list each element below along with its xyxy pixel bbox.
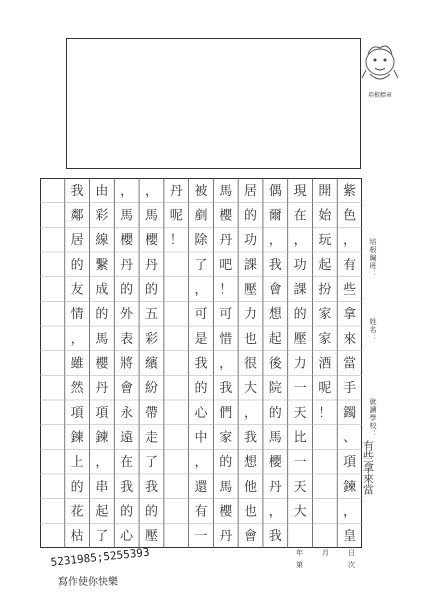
essay-character: 然 (70, 381, 84, 397)
essay-character: 想 (244, 455, 258, 471)
essay-character: 心 (120, 529, 134, 545)
essay-character: 了 (144, 455, 158, 471)
essay-character: 彩 (144, 331, 158, 347)
year-label: 年 (296, 549, 303, 557)
essay-character: 我 (120, 479, 134, 495)
essay-character: 中 (194, 430, 208, 446)
essay-character: 扮 (318, 282, 332, 298)
essay-character: 將 (120, 356, 134, 372)
essay-character: 手 (343, 381, 357, 397)
essay-character: 的 (70, 257, 84, 273)
essay-character: 櫻 (268, 455, 282, 471)
essay-character: 居 (70, 233, 84, 249)
day-label: 日 (348, 549, 355, 557)
essay-character: 的 (70, 479, 84, 495)
essay-character: 呢 (169, 208, 183, 224)
essay-character: 的 (219, 455, 233, 471)
essay-character: ， (70, 331, 84, 347)
essay-character: 花 (70, 504, 84, 520)
essay-character: 由 (95, 183, 109, 199)
essay-character: ， (244, 405, 258, 421)
essay-character: 的 (293, 307, 307, 323)
essay-character: ， (219, 356, 233, 372)
essay-character: 丹 (144, 257, 158, 273)
essay-character: 被 (194, 183, 208, 199)
class-label: 培根編班： (369, 238, 377, 278)
essay-character: 天 (293, 479, 307, 495)
essay-character: 力 (293, 356, 307, 372)
essay-character: 除 (194, 233, 208, 249)
essay-character: 丹 (219, 233, 233, 249)
essay-character: 酒 (318, 356, 332, 372)
essay-character: 可 (219, 307, 233, 323)
essay-character: 想 (268, 307, 282, 323)
essay-character: 些 (343, 282, 357, 298)
essay-character: 起 (95, 504, 109, 520)
essay-character: 現 (293, 183, 307, 199)
essay-character: 來 (343, 331, 357, 347)
essay-character: 的 (144, 504, 158, 520)
essay-character: 項 (70, 405, 84, 421)
essay-character: ， (343, 504, 357, 520)
essay-character: ， (194, 282, 208, 298)
essay-character: 會 (244, 529, 258, 545)
essay-character: 一 (194, 529, 208, 545)
essay-character: 丹 (120, 257, 134, 273)
essay-character: 也 (244, 331, 258, 347)
essay-character: 線 (95, 233, 109, 249)
essay-character: 還 (194, 479, 208, 495)
essay-character: 剷 (194, 208, 208, 224)
essay-character: 們 (219, 405, 233, 421)
slogan: 寫作使你快樂 (58, 577, 118, 588)
essay-character: 了 (95, 529, 109, 545)
essay-character: 家 (318, 331, 332, 347)
essay-character: 心 (194, 405, 208, 421)
essay-character: ， (343, 233, 357, 249)
essay-character: 帶 (144, 405, 158, 421)
essay-character: 是 (194, 331, 208, 347)
essay-character: 有 (343, 257, 357, 273)
page-label: 第 (296, 561, 303, 569)
essay-character: 課 (293, 282, 307, 298)
essay-character: 有 (194, 504, 208, 520)
essay-character: 偶 (268, 183, 282, 199)
essay-character: 爾 (268, 208, 282, 224)
essay-character: 的 (268, 405, 282, 421)
student-code: 5231985;5255393 (50, 545, 151, 569)
essay-character: 串 (95, 479, 109, 495)
essay-character: 在 (293, 208, 307, 224)
essay-character: 力 (244, 307, 258, 323)
essay-character: 繫 (95, 257, 109, 273)
essay-character: 壓 (244, 282, 258, 298)
essay-character: 天 (293, 405, 307, 421)
essay-character: ！ (169, 233, 183, 249)
essay-character: ， (268, 233, 282, 249)
school-label: 就讀學校： (369, 398, 377, 438)
essay-character: 丹 (268, 479, 282, 495)
essay-character: 壓 (144, 529, 158, 545)
essay-character: ， (293, 233, 307, 249)
essay-character: 可 (194, 307, 208, 323)
essay-character: 起 (318, 257, 332, 273)
essay-character: 櫻 (219, 504, 233, 520)
essay-character: 呢 (318, 381, 332, 397)
essay-character: ， (194, 455, 208, 471)
name-label: 姓名： (369, 318, 377, 342)
essay-character: 馬 (95, 331, 109, 347)
essay-character: 後 (268, 356, 282, 372)
essay-character: 色 (343, 208, 357, 224)
essay-character: 起 (268, 331, 282, 347)
essay-character: 鍊 (343, 479, 357, 495)
essay-character: 他 (244, 479, 258, 495)
essay-character: 功 (244, 233, 258, 249)
essay-character: 鐲 (343, 405, 357, 421)
essay-character: 也 (244, 504, 258, 520)
essay-character: 櫻 (95, 356, 109, 372)
essay-character: ！ (219, 282, 233, 298)
essay-character: 櫻 (144, 233, 158, 249)
essay-character: 外 (120, 307, 134, 323)
essay-character: 院 (268, 381, 282, 397)
essay-character: 的 (120, 282, 134, 298)
essay-character: 會 (120, 381, 134, 397)
essay-character: 我 (268, 257, 282, 273)
essay-character: 丹 (219, 529, 233, 545)
essay-character: 皇 (343, 529, 357, 545)
teacher-comment-box (66, 38, 361, 169)
essay-character: 一 (293, 381, 307, 397)
essay-character: 表 (120, 331, 134, 347)
times-label: 次 (348, 561, 355, 569)
essay-character: 課 (244, 257, 258, 273)
essay-character: 大 (244, 381, 258, 397)
essay-character: 走 (144, 430, 158, 446)
essay-character: 我 (70, 183, 84, 199)
essay-character: ， (144, 183, 158, 199)
essay-character: 遠 (120, 430, 134, 446)
essay-character: 丹 (169, 183, 183, 199)
essay-character: 拿 (343, 307, 357, 323)
essay-character: 我 (194, 356, 208, 372)
stamp-label: 培根標章 (367, 92, 392, 99)
essay-character: 我 (244, 430, 258, 446)
essay-character: 丹 (95, 381, 109, 397)
handwritten-margin-note: 有些拿來當 (361, 440, 375, 495)
essay-character: 永 (120, 405, 134, 421)
essay-character: ！ (318, 405, 332, 421)
essay-character: 家 (318, 307, 332, 323)
essay-character: 彩 (95, 208, 109, 224)
essay-character: 五 (144, 307, 158, 323)
essay-character: 開 (318, 183, 332, 199)
mascot-icon (358, 40, 400, 90)
essay-character: 情 (70, 307, 84, 323)
essay-character: 家 (219, 430, 233, 446)
essay-character: ， (268, 504, 282, 520)
essay-character: 、 (343, 430, 357, 446)
essay-character: 馬 (268, 430, 282, 446)
essay-character: 紛 (144, 381, 158, 397)
essay-character: 會 (268, 282, 282, 298)
essay-character: 比 (293, 430, 307, 446)
essay-character: 居 (244, 183, 258, 199)
essay-character: 的 (95, 307, 109, 323)
essay-character: 的 (120, 504, 134, 520)
essay-character: 我 (144, 479, 158, 495)
essay-character: 鄰 (70, 208, 84, 224)
essay-character: 吧 (219, 257, 233, 273)
essay-character: 很 (244, 356, 258, 372)
essay-character: 的 (244, 208, 258, 224)
essay-character: 友 (70, 282, 84, 298)
essay-character: 上 (70, 455, 84, 471)
essay-character: 的 (144, 282, 158, 298)
essay-character: 大 (293, 504, 307, 520)
essay-character: 一 (293, 455, 307, 471)
essay-character: 鍊 (70, 430, 84, 446)
essay-character: 雖 (70, 356, 84, 372)
essay-character: 繽 (144, 356, 158, 372)
essay-character: ， (95, 455, 109, 471)
essay-character: 惜 (219, 331, 233, 347)
essay-character: 櫻 (219, 208, 233, 224)
essay-character: 玩 (318, 233, 332, 249)
essay-character: 成 (95, 282, 109, 298)
essay-character: 的 (194, 381, 208, 397)
essay-character: 櫻 (120, 233, 134, 249)
essay-character: 功 (293, 257, 307, 273)
essay-character: 始 (318, 208, 332, 224)
essay-character: 馬 (144, 208, 158, 224)
essay-character: 當 (343, 356, 357, 372)
essay-character: 項 (95, 405, 109, 421)
essay-character: 枯 (70, 529, 84, 545)
essay-character: 紫 (343, 183, 357, 199)
essay-character: 項 (343, 455, 357, 471)
essay-character: 馬 (219, 479, 233, 495)
essay-character: 壓 (293, 331, 307, 347)
essay-character: 馬 (120, 208, 134, 224)
essay-character: 馬 (219, 183, 233, 199)
month-label: 月 (322, 549, 329, 557)
essay-character: 我 (219, 381, 233, 397)
essay-character: 了 (194, 257, 208, 273)
essay-character: 我 (268, 529, 282, 545)
essay-character: 鍊 (95, 430, 109, 446)
essay-character: 在 (120, 455, 134, 471)
essay-character: ， (120, 183, 134, 199)
